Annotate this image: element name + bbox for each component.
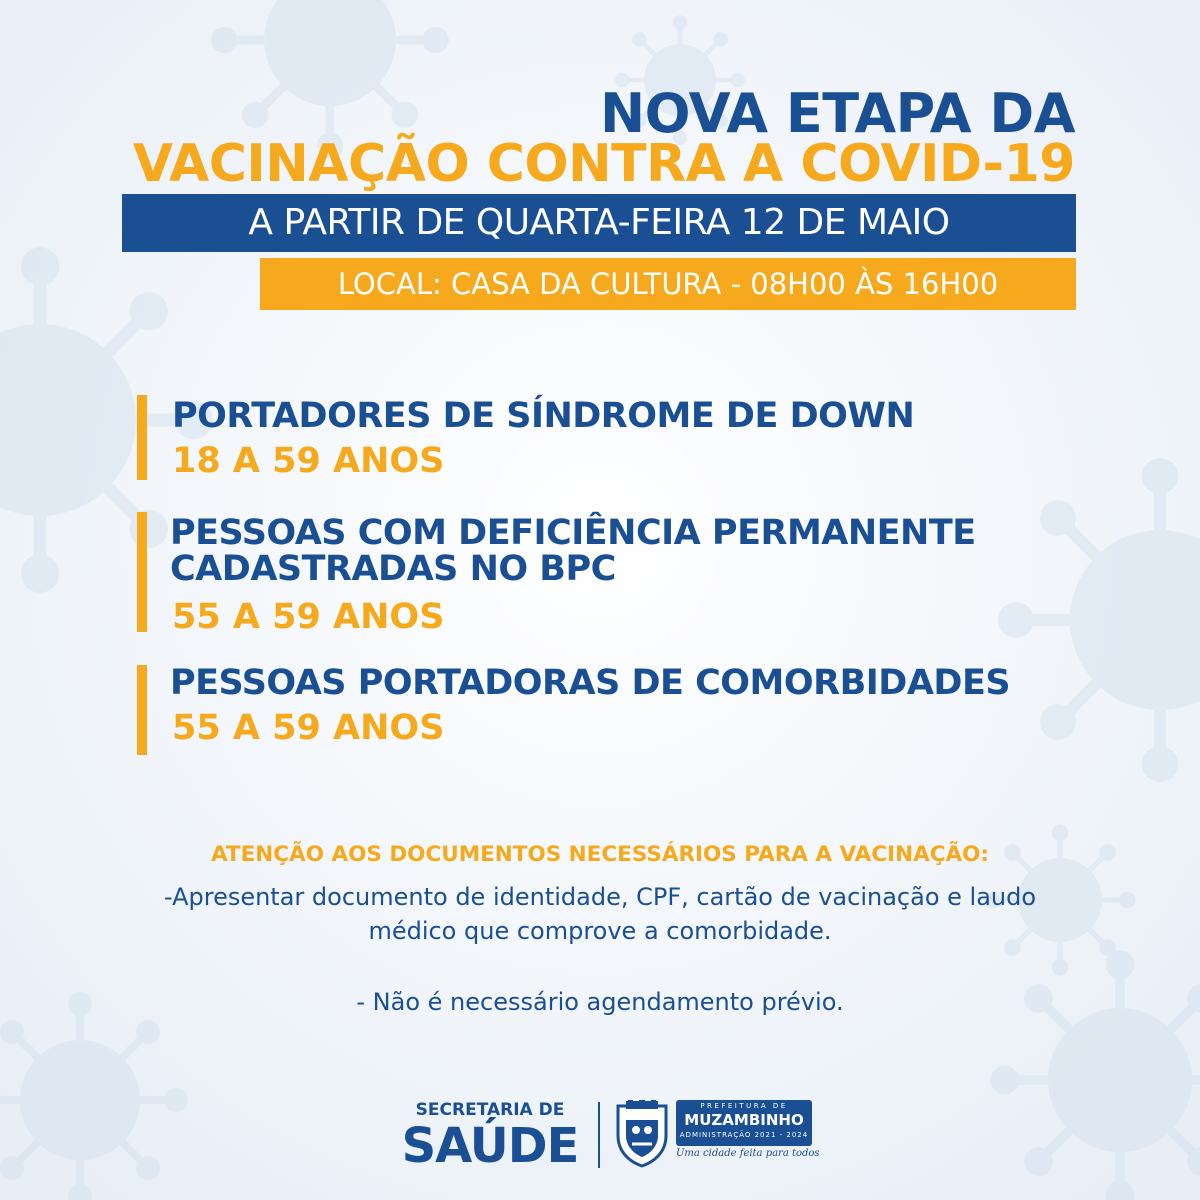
notice-body <box>90 880 1110 948</box>
group-title: PESSOAS COM DEFICIÊNCIA PERMANENTE <box>170 513 976 553</box>
title-line-2: VACINAÇÃO CONTRA A COVID-19 <box>132 134 1075 194</box>
group-title: PORTADORES DE SÍNDROME DE DOWN <box>172 396 915 436</box>
title-line-1: NOVA ETAPA DA <box>599 82 1075 145</box>
group-age: 55 A 59 ANOS <box>172 597 445 637</box>
location-banner-text: LOCAL: CASA DA CULTURA - 08H00 ÀS 16H00 <box>337 267 999 301</box>
group-accent-bar <box>137 395 147 480</box>
notice-line: - Não é necessário agendamento prévio. <box>356 988 844 1016</box>
date-banner <box>122 194 1076 252</box>
group-accent-bar <box>137 512 147 632</box>
group-title: PESSOAS PORTADORAS DE COMORBIDADES <box>170 663 1011 703</box>
group-age: 55 A 59 ANOS <box>172 708 445 748</box>
footer-divider <box>598 1102 600 1168</box>
prefeitura-label: PREFEITURA DE <box>700 1102 788 1110</box>
date-banner-text: A PARTIR DE QUARTA-FEIRA 12 DE MAIO <box>248 202 950 243</box>
group-title: CADASTRADAS NO BPC <box>170 549 616 589</box>
notice-heading: ATENÇÃO AOS DOCUMENTOS NECESSÁRIOS PARA A VACINAÇÃO: <box>210 842 990 867</box>
city-crest-icon <box>614 1100 670 1168</box>
notice-line: -Apresentar documento de identidade, CPF, cartão de vacinação e laudo <box>163 883 1037 911</box>
prefeitura-badge <box>676 1100 812 1146</box>
secretaria-label: SECRETARIA DE <box>415 1100 565 1120</box>
group-age: 18 A 59 ANOS <box>172 441 445 481</box>
notice-line: médico que comprove a comorbidade. <box>368 917 832 945</box>
prefeitura-name: MUZAMBINHO <box>684 1111 804 1129</box>
administracao-label: ADMINISTRAÇÃO 2021 - 2024 <box>679 1131 809 1139</box>
secretaria-name: SAÚDE <box>401 1118 579 1174</box>
slogan: Uma cidade feita para todos <box>676 1148 820 1159</box>
location-banner <box>260 258 1076 310</box>
group-accent-bar <box>137 665 147 755</box>
